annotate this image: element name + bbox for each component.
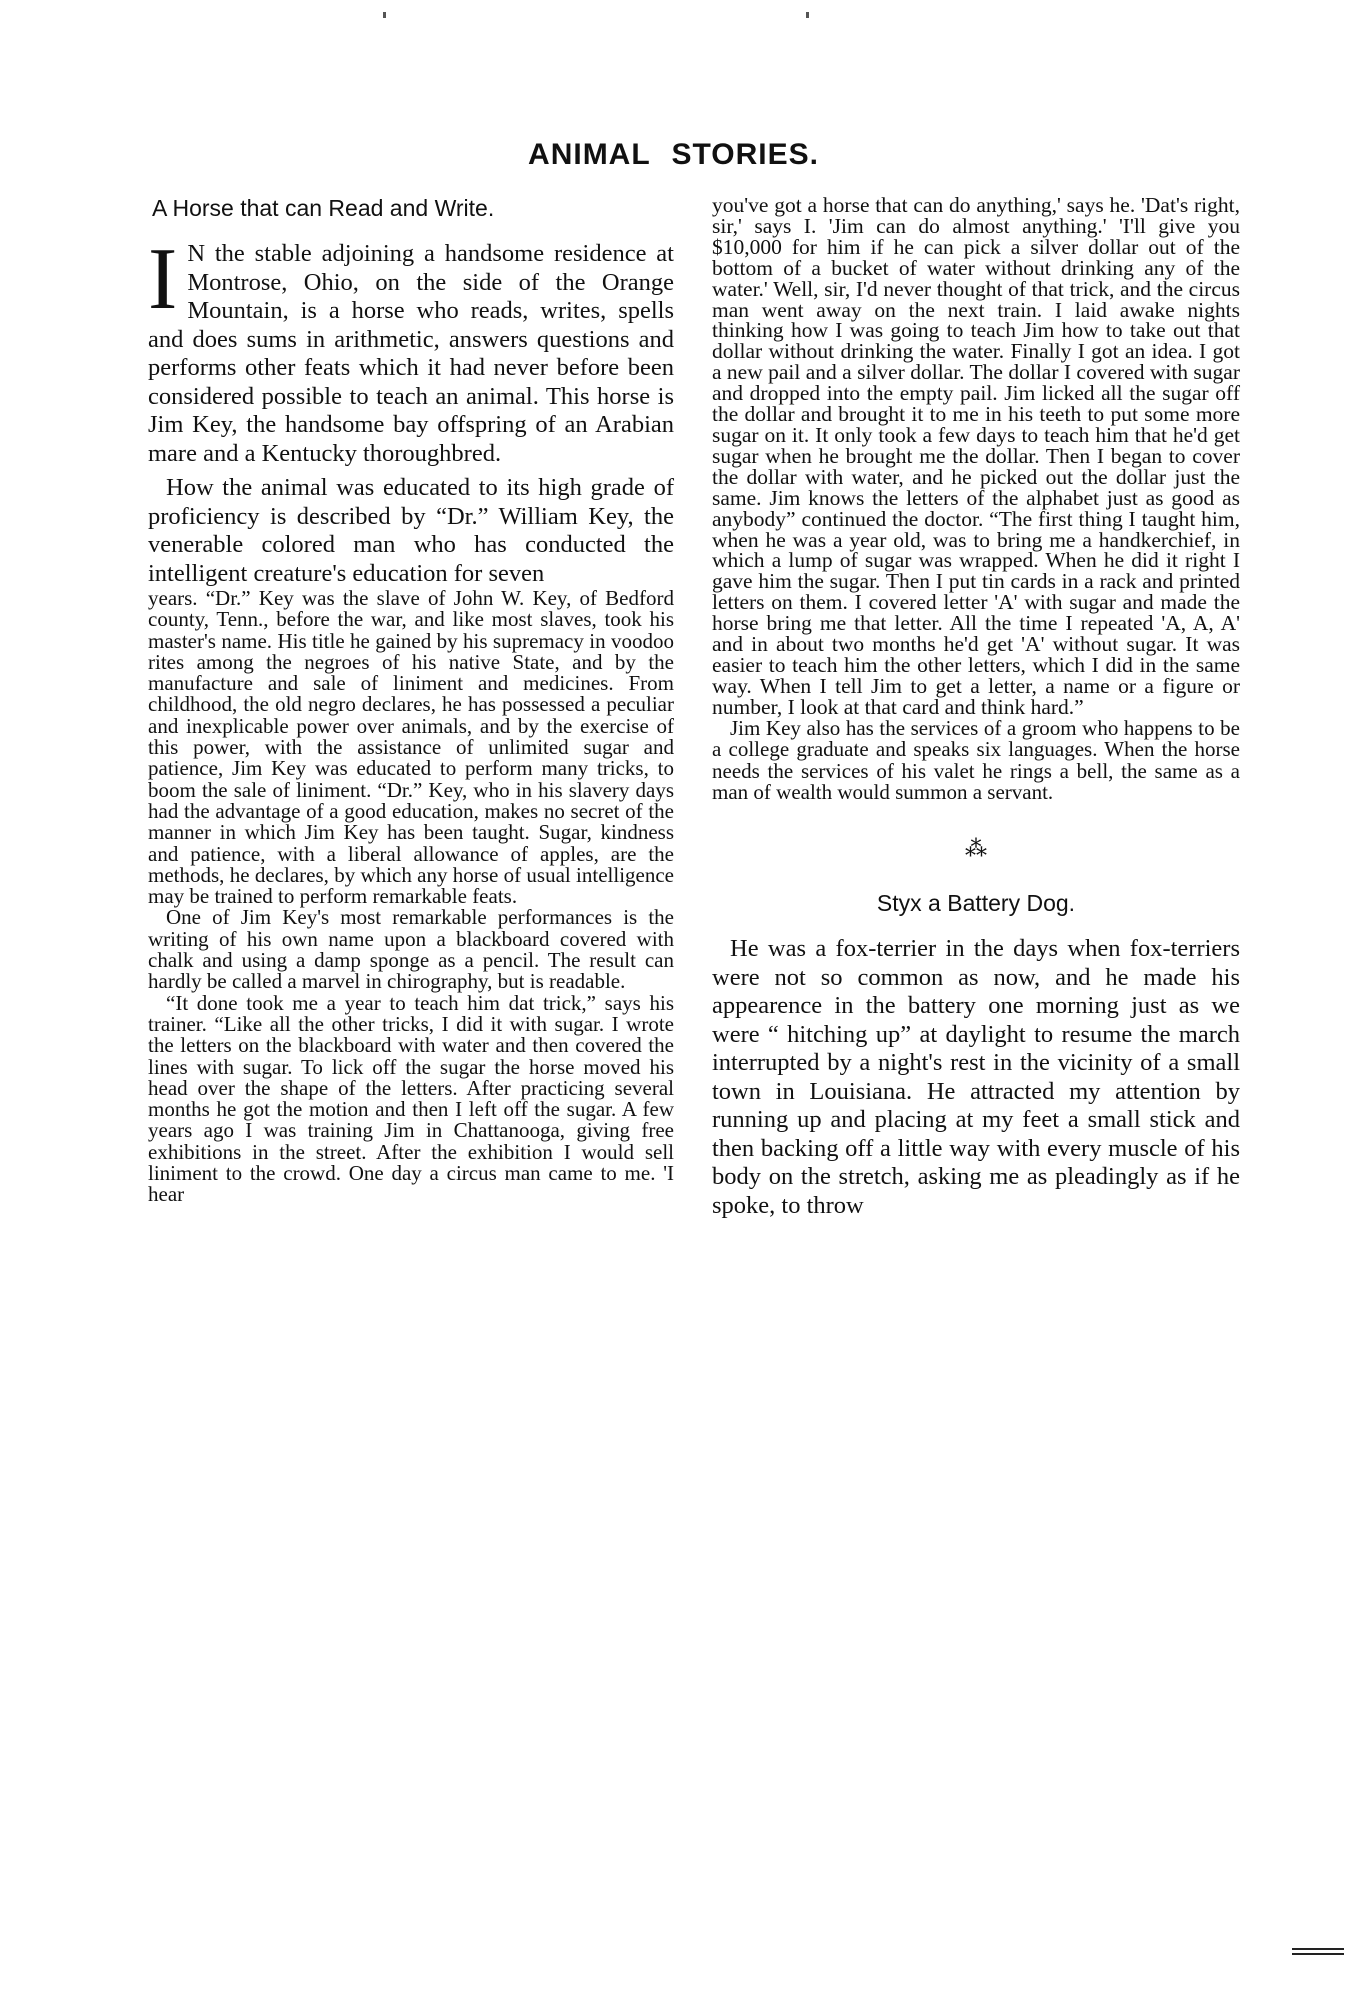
- scan-speck: [806, 12, 809, 18]
- scan-speck: [383, 12, 386, 18]
- article-paragraph: years. “Dr.” Key was the slave of John W. Key, of Bedford county, Tenn., before the war, and like most slaves, took his master's name. His title he gained by his supremacy in voodoo rites among the negroes of his native State, and by the manufacture and sale of liniment and medicines. From childhood, the old negro declares, he has possessed a peculiar and inexplicable power over animals, and by the exercise of this power, with the assistance of unlimited sugar and patience, Jim Key was educated to perform many tricks, to boom the sale of liniment. “Dr.” Key, who in his slavery days had the advantage of a good education, makes no secret of the manner in which Jim Key has been taught. Sugar, kindness and patience, with a liberal allowance of apples, are the methods, he declares, by which any horse of usual intelligence may be trained to perform remarkable feats.: [148, 586, 674, 909]
- right-column: [712, 195, 1240, 1220]
- article-paragraph: [148, 231, 674, 468]
- paragraph-text: N the stable adjoining a handsome residence at Montrose, Ohio, on the side of the Orange Mountain, is a horse who reads, writes, spells and does sums in arithmetic, answers questions and performs other feats which it had never before been considered possible to teach an animal. This horse is Jim Key, the handsome bay offspring of an Arabian mare and a Kentucky thoroughbred.: [148, 240, 674, 467]
- article-paragraph: you've got a horse that can do anything,' says he. 'Dat's right, sir,' says I. 'Jim can do almost anything.' 'I'll give you $10,000 for him if he can pick a silver dollar out of the bottom of a bucket of water without drinking any of the water.' Well, sir, I'd never thought of that trick, and the circus man went away on the next train. I laid awake nights thinking how I was going to teach Jim how to take out that dollar without drinking the water. Finally I got an idea. I got a new pail and a silver dollar. The dollar I covered with sugar and dropped into the empty pail. Jim licked all the sugar off the dollar and brought it to me in his teeth to put some more sugar on it. It only took a few days to teach him that he'd get sugar when he brought me the dollar. Then I began to cover the dollar with water, and he picked out the dollar just the same. Jim knows the letters of the alphabet just as good as anybody” continued the doctor. “The first thing I taught him, when he was a year old, was to bring me a handkerchief, in which a lump of sugar was wrapped. When he did it right I gave him the sugar. Then I put tin cards in a rack and printed letters on them. I covered letter 'A' with sugar and made the horse bring me that letter. All the time I repeated 'A, A, A' and in about two months he'd get 'A' without sugar. It was easier to teach him the other letters, which I did in the same way. When I tell Jim to get a letter, a name or a figure or number, I look at that card and think hard.”: [712, 193, 1240, 719]
- article-paragraph: He was a fox-terrier in the days when fox-terriers were not so common as now, and he made his appearence in the battery one morning just as we were “ hitching up” at daylight to resume the march interrupted by a night's rest in the vicinity of a small town in Louisiana. He attracted my attention by running up and placing at my feet a small stick and then backing off a little way with every muscle of his body on the stretch, asking me as pleadingly as if he spoke, to throw: [712, 935, 1240, 1219]
- left-column: [148, 195, 674, 1206]
- article-paragraph: “It done took me a year to teach him dat trick,” says his trainer. “Like all the other tricks, I did it with sugar. I wrote the letters on the blackboard with water and then covered the lines with sugar. To lick off the sugar the horse moved his head over the shape of the letters. After practicing several months he got the motion and then I left off the sugar. A few years ago I was training Jim in Chattanooga, giving free exhibitions in the street. After the exhibition I would sell liniment to the crowd. One day a circus man came to me. 'I hear: [148, 990, 674, 1207]
- article-heading-dog: Styx a Battery Dog.: [876, 890, 1076, 917]
- article-paragraph: One of Jim Key's most remarkable performances is the writing of his own name upon a blackboard covered with chalk and using a damp sponge as a pencil. The result can hardly be called a marvel in chirography, but is readable.: [148, 905, 674, 994]
- article-paragraph: How the animal was educated to its high grade of proficiency is described by “Dr.” William Key, the venerable colored man who has conducted the intelligent creature's education for seven: [148, 474, 674, 587]
- article-paragraph: Jim Key also has the services of a groom who happens to be a college graduate and speaks six languages. When the horse needs the services of his valet he rings a bell, the same as a man of wealth would summon a servant.: [712, 715, 1240, 805]
- scan-edge-marks: [1292, 1948, 1344, 1958]
- asterism-separator: ⁂: [965, 836, 987, 862]
- article-heading-horse: A Horse that can Read and Write.: [152, 195, 495, 221]
- drop-cap: I: [148, 231, 178, 328]
- page-title: ANIMAL STORIES.: [528, 138, 819, 171]
